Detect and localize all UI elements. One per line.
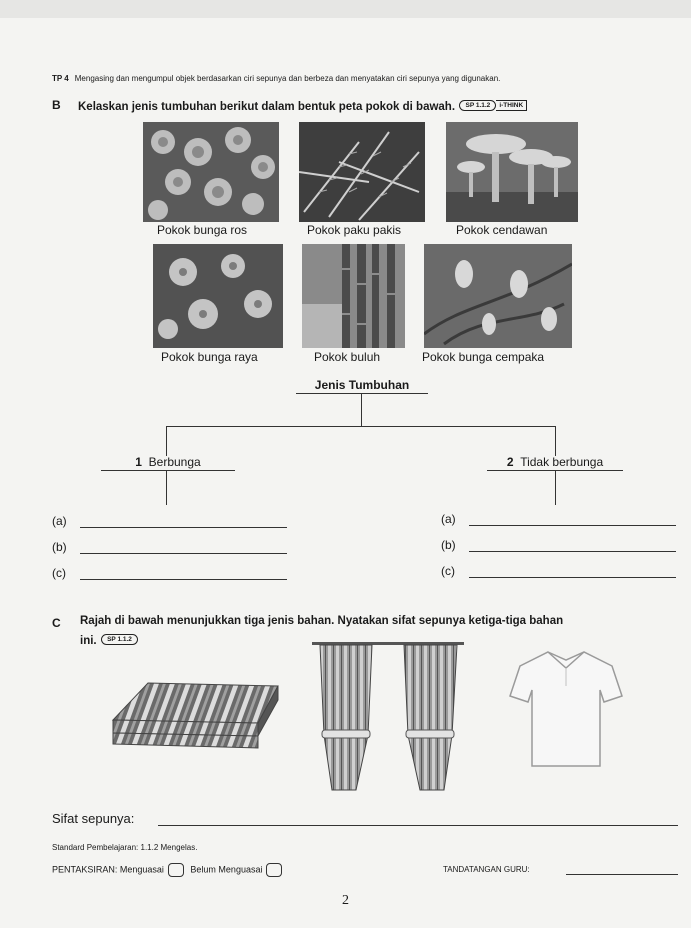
belum-menguasai-label: Belum Menguasai <box>190 864 263 875</box>
caption-bunga-raya: Pokok bunga raya <box>161 350 258 364</box>
answer-right-b-label: (b) <box>441 538 456 552</box>
caption-paku-pakis: Pokok paku pakis <box>307 223 402 237</box>
caption-cendawan: Pokok cendawan <box>456 223 548 237</box>
tree-branch-right <box>555 426 556 456</box>
answer-right-c-line[interactable] <box>469 577 676 578</box>
image-tshirt <box>508 646 624 770</box>
tree-branch-left <box>166 426 167 456</box>
sifat-sepunya-answer-line[interactable] <box>158 825 678 826</box>
answer-right-c-label: (c) <box>441 564 455 578</box>
category-berbunga <box>101 455 235 469</box>
menguasai-checkbox[interactable] <box>168 863 184 877</box>
category-tidak-berbunga-num: 2 <box>506 455 514 469</box>
tandatangan-label: TANDATANGAN GURU: <box>443 865 530 874</box>
category-berbunga-stem <box>166 471 167 505</box>
photo-bunga-cempaka <box>424 244 572 348</box>
photo-cendawan <box>446 122 578 222</box>
category-tidak-berbunga-stem <box>555 471 556 505</box>
tree-trunk <box>361 394 362 426</box>
category-tidak-berbunga <box>487 455 623 469</box>
answer-left-a-line[interactable] <box>80 527 287 528</box>
photo-bunga-raya <box>153 244 283 348</box>
section-b-letter: B <box>52 98 61 112</box>
caption-bunga-ros: Pokok bunga ros <box>157 223 248 237</box>
tree-title: Jenis Tumbuhan <box>314 378 410 392</box>
section-b-badge: SP 1.1.2 <box>459 100 496 111</box>
page-number: 2 <box>342 893 349 908</box>
tree-title-underline <box>296 393 428 394</box>
tp-code: TP 4 <box>52 74 69 83</box>
section-c-instruction-line2-wrap <box>80 631 138 649</box>
category-tidak-berbunga-label: Tidak berbunga <box>520 455 604 469</box>
category-berbunga-label: Berbunga <box>148 455 201 469</box>
tandatangan-line[interactable] <box>566 874 678 875</box>
sifat-sepunya-label: Sifat sepunya: <box>52 811 135 826</box>
section-b-badge-ithink: i-THINK <box>496 100 527 111</box>
category-berbunga-num: 1 <box>135 455 142 469</box>
photo-paku-pakis <box>299 122 425 222</box>
photo-bunga-ros <box>143 122 279 222</box>
photo-buluh <box>302 244 405 348</box>
answer-right-a-line[interactable] <box>469 525 676 526</box>
menguasai-label: Menguasai <box>119 864 164 875</box>
top-margin-shade <box>0 0 691 18</box>
tp-statement <box>52 74 500 83</box>
answer-left-c-line[interactable] <box>80 579 287 580</box>
section-c-badge: SP 1.1.2 <box>101 634 138 645</box>
tree-branch <box>166 426 556 427</box>
section-c-letter: C <box>52 616 61 630</box>
tp-text: Mengasing dan mengumpul objek berdasarkan ciri sepunya dan berbeza dan menyatakan ciri sepunya yang digunakan. <box>74 74 501 83</box>
category-berbunga-underline <box>101 470 235 471</box>
section-b-heading <box>78 97 527 115</box>
answer-left-c-label: (c) <box>52 566 66 580</box>
belum-menguasai-checkbox[interactable] <box>266 863 282 877</box>
section-b-instruction: Kelaskan jenis tumbuhan berikut dalam bentuk peta pokok di bawah. <box>78 101 456 113</box>
answer-right-b-line[interactable] <box>469 551 676 552</box>
answer-left-b-line[interactable] <box>80 553 287 554</box>
image-curtains <box>312 640 464 792</box>
footer-standard: Standard Pembelajaran: 1.1.2 Mengelas. <box>52 843 198 852</box>
caption-buluh: Pokok buluh <box>314 350 381 364</box>
answer-left-b-label: (b) <box>52 540 67 554</box>
section-c-instruction-line1: Rajah di bawah menunjukkan tiga jenis bahan. Nyatakan sifat sepunya ketiga-tiga bahan <box>80 615 564 627</box>
caption-bunga-cempaka: Pokok bunga cempaka <box>422 350 545 364</box>
footer-pentaksiran <box>52 863 286 877</box>
answer-left-a-label: (a) <box>52 514 67 528</box>
pentaksiran-label: PENTAKSIRAN: <box>52 864 118 875</box>
answer-right-a-label: (a) <box>441 512 456 526</box>
section-c-instruction-line2: ini. <box>80 635 97 647</box>
image-towel <box>108 678 280 758</box>
